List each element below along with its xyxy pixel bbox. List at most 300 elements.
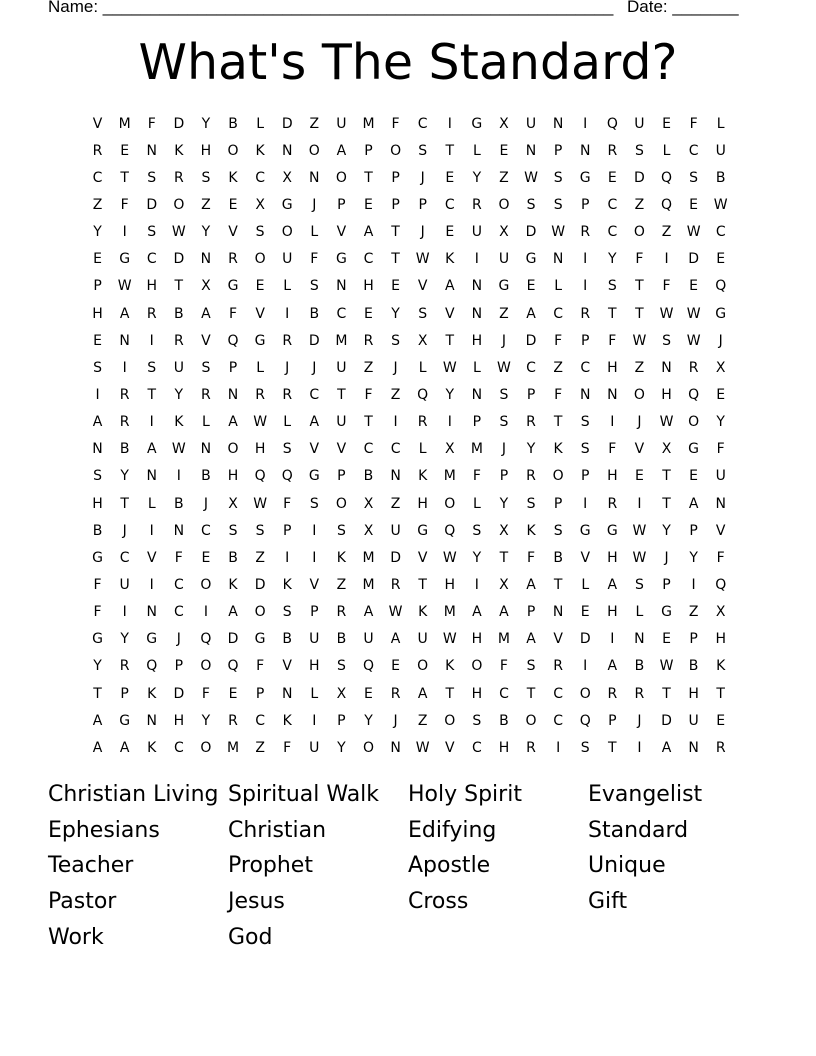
grid-cell[interactable]: V [336, 441, 347, 458]
grid-cell[interactable]: I [122, 604, 127, 621]
grid-cell[interactable]: J [664, 549, 669, 566]
grid-cell[interactable]: S [553, 196, 563, 213]
grid-cell[interactable]: U [363, 631, 374, 648]
grid-cell[interactable]: P [255, 685, 265, 702]
grid-cell[interactable]: E [201, 549, 211, 566]
grid-cell[interactable]: T [553, 414, 563, 431]
grid-cell[interactable]: L [256, 359, 265, 376]
grid-cell[interactable]: M [443, 468, 456, 485]
grid-cell[interactable]: Y [201, 712, 211, 729]
grid-cell[interactable]: P [689, 522, 698, 539]
grid-cell[interactable]: P [526, 604, 536, 621]
grid-cell[interactable]: B [119, 441, 130, 458]
grid-cell[interactable]: R [363, 332, 374, 349]
grid-cell[interactable]: P [689, 631, 698, 648]
grid-cell[interactable]: D [227, 631, 239, 648]
grid-cell[interactable]: F [147, 115, 156, 132]
grid-cell[interactable]: Y [499, 495, 509, 512]
grid-cell[interactable]: W [442, 549, 457, 566]
grid-cell[interactable]: D [254, 576, 266, 593]
grid-cell[interactable]: E [662, 115, 671, 132]
grid-cell[interactable]: A [499, 604, 509, 621]
grid-cell[interactable]: U [119, 576, 130, 593]
grid-cell[interactable]: I [447, 414, 452, 431]
grid-cell[interactable]: D [173, 115, 185, 132]
grid-cell[interactable]: G [715, 305, 727, 322]
grid-cell[interactable]: Y [716, 414, 725, 431]
grid-cell[interactable]: N [661, 359, 672, 376]
grid-cell[interactable]: A [607, 576, 618, 593]
grid-cell[interactable]: K [174, 414, 184, 431]
grid-cell[interactable]: T [526, 685, 536, 702]
grid-cell[interactable]: E [93, 251, 102, 268]
grid-cell[interactable]: O [200, 658, 212, 675]
grid-cell[interactable]: W [632, 522, 647, 539]
grid-cell[interactable]: P [581, 332, 590, 349]
grid-cell[interactable]: U [498, 251, 510, 268]
grid-cell[interactable]: A [688, 495, 699, 512]
grid-cell[interactable]: Q [281, 468, 293, 485]
grid-cell[interactable]: P [608, 712, 617, 729]
grid-cell[interactable]: U [309, 739, 320, 756]
grid-cell[interactable]: A [390, 631, 401, 648]
grid-cell[interactable]: O [688, 414, 700, 431]
grid-cell[interactable]: W [686, 305, 701, 322]
grid-cell[interactable]: C [444, 196, 455, 213]
grid-cell[interactable]: I [122, 224, 127, 241]
grid-cell[interactable]: S [336, 658, 346, 675]
grid-cell[interactable]: B [92, 522, 103, 539]
grid-cell[interactable]: B [282, 631, 292, 648]
grid-cell[interactable]: J [176, 631, 181, 648]
grid-cell[interactable]: B [336, 631, 347, 648]
grid-cell[interactable]: F [554, 332, 563, 349]
grid-cell[interactable]: C [553, 685, 564, 702]
grid-cell[interactable]: C [390, 441, 401, 458]
grid-cell[interactable]: T [635, 278, 644, 295]
grid-cell[interactable]: Z [499, 169, 509, 186]
grid-cell[interactable]: F [93, 576, 102, 593]
grid-cell[interactable]: N [715, 495, 726, 512]
grid-cell[interactable]: W [551, 224, 566, 241]
grid-cell[interactable]: Y [93, 658, 102, 675]
grid-cell[interactable]: A [146, 441, 157, 458]
grid-cell[interactable]: D [281, 115, 293, 132]
grid-cell[interactable]: S [282, 604, 292, 621]
grid-cell[interactable]: T [364, 169, 373, 186]
grid-cell[interactable]: C [607, 196, 618, 213]
grid-cell[interactable]: P [337, 196, 346, 213]
grid-cell[interactable]: E [364, 196, 373, 213]
grid-cell[interactable]: K [228, 576, 238, 593]
grid-cell[interactable]: T [635, 305, 644, 322]
grid-cell[interactable]: V [444, 739, 455, 756]
grid-cell[interactable]: U [309, 631, 320, 648]
grid-cell[interactable]: G [606, 522, 618, 539]
grid-cell[interactable]: C [526, 359, 536, 376]
grid-cell[interactable]: Q [715, 576, 727, 593]
grid-cell[interactable]: A [309, 414, 320, 431]
grid-cell[interactable]: Q [227, 658, 239, 675]
grid-cell[interactable]: F [283, 739, 292, 756]
grid-cell[interactable]: H [607, 604, 618, 621]
grid-cell[interactable]: S [147, 169, 157, 186]
grid-cell[interactable]: M [335, 332, 348, 349]
grid-cell[interactable]: P [391, 196, 400, 213]
grid-cell[interactable]: P [282, 522, 292, 539]
grid-cell[interactable]: D [579, 631, 591, 648]
grid-cell[interactable]: A [336, 142, 347, 159]
grid-cell[interactable]: R [390, 685, 401, 702]
grid-cell[interactable]: C [553, 305, 564, 322]
grid-cell[interactable]: A [526, 631, 536, 648]
grid-cell[interactable]: W [253, 495, 268, 512]
grid-cell[interactable]: V [336, 224, 347, 241]
grid-cell[interactable]: R [471, 196, 482, 213]
grid-cell[interactable]: S [147, 359, 157, 376]
grid-cell[interactable]: C [580, 359, 591, 376]
grid-cell[interactable]: N [146, 142, 157, 159]
grid-cell[interactable]: C [715, 224, 726, 241]
grid-cell[interactable]: G [308, 468, 320, 485]
grid-cell[interactable]: Q [579, 712, 591, 729]
grid-cell[interactable]: E [580, 604, 590, 621]
grid-cell[interactable]: I [176, 468, 181, 485]
grid-cell[interactable]: Z [417, 712, 428, 729]
grid-cell[interactable]: L [635, 604, 644, 621]
grid-cell[interactable]: C [688, 142, 699, 159]
grid-cell[interactable]: L [662, 142, 671, 159]
grid-cell[interactable]: V [228, 224, 238, 241]
grid-cell[interactable]: R [526, 468, 536, 485]
grid-cell[interactable]: U [715, 142, 726, 159]
grid-cell[interactable]: I [393, 414, 398, 431]
grid-cell[interactable]: J [420, 224, 425, 241]
grid-cell[interactable]: U [417, 631, 428, 648]
grid-cell[interactable]: O [525, 712, 537, 729]
grid-cell[interactable]: K [282, 712, 292, 729]
grid-cell[interactable]: I [610, 414, 615, 431]
grid-cell[interactable]: C [173, 604, 184, 621]
grid-cell[interactable]: P [174, 658, 184, 675]
grid-cell[interactable]: R [119, 414, 130, 431]
grid-cell[interactable]: D [525, 332, 537, 349]
grid-cell[interactable]: P [418, 196, 427, 213]
grid-cell[interactable]: G [281, 196, 293, 213]
grid-cell[interactable]: V [309, 441, 320, 458]
grid-cell[interactable]: X [228, 495, 238, 512]
grid-cell[interactable]: R [417, 414, 428, 431]
grid-cell[interactable]: B [228, 115, 238, 132]
grid-cell[interactable]: C [499, 685, 509, 702]
grid-cell[interactable]: L [256, 115, 265, 132]
grid-cell[interactable]: T [418, 576, 427, 593]
grid-cell[interactable]: W [388, 604, 403, 621]
grid-cell[interactable]: U [525, 115, 537, 132]
grid-cell[interactable]: T [662, 495, 671, 512]
grid-cell[interactable]: Z [634, 196, 645, 213]
grid-cell[interactable]: B [363, 468, 374, 485]
grid-cell[interactable]: R [119, 386, 130, 403]
grid-cell[interactable]: E [364, 305, 373, 322]
grid-cell[interactable]: B [715, 169, 726, 186]
grid-cell[interactable]: E [716, 712, 726, 729]
grid-cell[interactable]: J [420, 169, 425, 186]
grid-cell[interactable]: I [610, 631, 615, 648]
grid-cell[interactable]: M [226, 739, 240, 756]
grid-cell[interactable]: L [202, 414, 210, 431]
grid-cell[interactable]: A [661, 739, 672, 756]
grid-cell[interactable]: A [363, 604, 374, 621]
grid-cell[interactable]: F [608, 441, 617, 458]
grid-cell[interactable]: P [581, 468, 590, 485]
grid-cell[interactable]: Q [254, 468, 266, 485]
grid-cell[interactable]: A [201, 305, 211, 322]
grid-cell[interactable]: O [200, 576, 212, 593]
grid-cell[interactable]: R [119, 658, 130, 675]
grid-cell[interactable]: H [146, 278, 157, 295]
grid-cell[interactable]: L [283, 414, 292, 431]
grid-cell[interactable]: F [93, 604, 102, 621]
grid-cell[interactable]: O [633, 386, 645, 403]
grid-cell[interactable]: G [92, 549, 103, 566]
grid-cell[interactable]: E [499, 142, 509, 159]
grid-cell[interactable]: W [632, 332, 647, 349]
grid-cell[interactable]: B [499, 712, 509, 729]
grid-cell[interactable]: K [255, 142, 265, 159]
grid-cell[interactable]: W [117, 278, 132, 295]
grid-cell[interactable]: Z [634, 359, 645, 376]
grid-cell[interactable]: S [662, 332, 671, 349]
grid-cell[interactable]: N [471, 278, 483, 295]
grid-cell[interactable]: G [525, 251, 537, 268]
grid-cell[interactable]: K [282, 576, 292, 593]
grid-cell[interactable]: L [418, 359, 427, 376]
grid-cell[interactable]: F [716, 441, 725, 458]
grid-cell[interactable]: R [173, 169, 184, 186]
grid-cell[interactable]: W [415, 739, 430, 756]
grid-cell[interactable]: H [607, 359, 618, 376]
grid-cell[interactable]: I [556, 739, 561, 756]
grid-cell[interactable]: R [688, 359, 699, 376]
grid-cell[interactable]: U [634, 115, 645, 132]
grid-cell[interactable]: O [362, 739, 374, 756]
grid-cell[interactable]: T [147, 386, 157, 403]
grid-cell[interactable]: X [363, 522, 374, 539]
grid-cell[interactable]: S [607, 278, 617, 295]
grid-cell[interactable]: B [228, 549, 238, 566]
grid-cell[interactable]: S [580, 441, 590, 458]
grid-cell[interactable]: G [227, 278, 239, 295]
grid-cell[interactable]: W [171, 224, 186, 241]
grid-cell[interactable]: J [203, 495, 208, 512]
grid-cell[interactable]: I [285, 549, 290, 566]
grid-cell[interactable]: T [93, 685, 102, 702]
grid-cell[interactable]: Q [200, 631, 212, 648]
grid-cell[interactable]: F [527, 549, 536, 566]
grid-cell[interactable]: R [228, 251, 238, 268]
grid-cell[interactable]: W [632, 549, 647, 566]
grid-cell[interactable]: M [443, 604, 456, 621]
grid-cell[interactable]: R [201, 386, 211, 403]
grid-cell[interactable]: E [364, 685, 373, 702]
grid-cell[interactable]: S [201, 169, 211, 186]
grid-cell[interactable]: S [309, 495, 319, 512]
grid-cell[interactable]: P [337, 468, 346, 485]
grid-cell[interactable]: I [149, 414, 154, 431]
grid-cell[interactable]: U [173, 359, 184, 376]
grid-cell[interactable]: H [688, 685, 699, 702]
grid-cell[interactable]: O [335, 169, 347, 186]
grid-cell[interactable]: T [391, 224, 400, 241]
grid-cell[interactable]: V [92, 115, 103, 132]
grid-cell[interactable]: B [553, 549, 563, 566]
grid-cell[interactable]: K [553, 441, 563, 458]
grid-cell[interactable]: S [526, 495, 536, 512]
grid-cell[interactable]: E [716, 251, 726, 268]
grid-cell[interactable]: Y [120, 468, 129, 485]
grid-cell[interactable]: O [308, 142, 320, 159]
grid-cell[interactable]: V [634, 441, 645, 458]
grid-cell[interactable]: R [282, 386, 293, 403]
grid-cell[interactable]: V [417, 278, 428, 295]
grid-cell[interactable]: I [474, 576, 479, 593]
grid-cell[interactable]: T [120, 495, 129, 512]
grid-cell[interactable]: A [472, 604, 482, 621]
grid-cell[interactable]: Z [688, 604, 699, 621]
grid-cell[interactable]: L [147, 495, 156, 512]
grid-cell[interactable]: Y [445, 386, 455, 403]
grid-cell[interactable]: I [637, 739, 642, 756]
grid-cell[interactable]: V [580, 549, 591, 566]
grid-cell[interactable]: F [256, 658, 265, 675]
grid-cell[interactable]: N [227, 386, 239, 403]
grid-cell[interactable]: Q [146, 658, 158, 675]
grid-cell[interactable]: Y [201, 224, 211, 241]
grid-cell[interactable]: C [607, 224, 618, 241]
grid-cell[interactable]: C [201, 522, 211, 539]
grid-cell[interactable]: N [688, 739, 699, 756]
grid-cell[interactable]: O [390, 142, 402, 159]
grid-cell[interactable]: Q [661, 169, 673, 186]
grid-cell[interactable]: G [579, 169, 591, 186]
grid-cell[interactable]: G [119, 251, 131, 268]
grid-cell[interactable]: R [282, 332, 293, 349]
grid-cell[interactable]: O [579, 685, 591, 702]
grid-cell[interactable]: T [662, 685, 671, 702]
grid-cell[interactable]: I [149, 522, 154, 539]
grid-cell[interactable]: N [200, 251, 212, 268]
grid-cell[interactable]: F [716, 549, 725, 566]
grid-cell[interactable]: D [688, 251, 699, 268]
grid-cell[interactable]: S [282, 441, 292, 458]
grid-cell[interactable]: M [118, 115, 131, 132]
grid-cell[interactable]: O [417, 658, 429, 675]
grid-cell[interactable]: S [201, 359, 211, 376]
grid-cell[interactable]: C [173, 739, 184, 756]
grid-cell[interactable]: S [255, 224, 265, 241]
grid-cell[interactable]: W [686, 332, 701, 349]
grid-cell[interactable]: K [526, 522, 536, 539]
grid-cell[interactable]: Y [201, 115, 211, 132]
grid-cell[interactable]: D [308, 332, 320, 349]
grid-cell[interactable]: T [445, 142, 455, 159]
grid-cell[interactable]: O [498, 196, 510, 213]
grid-cell[interactable]: V [715, 522, 726, 539]
grid-cell[interactable]: D [390, 549, 401, 566]
grid-cell[interactable]: N [146, 712, 157, 729]
grid-cell[interactable]: S [580, 414, 590, 431]
grid-cell[interactable]: L [472, 142, 481, 159]
grid-cell[interactable]: U [336, 359, 347, 376]
grid-cell[interactable]: M [470, 441, 483, 458]
grid-cell[interactable]: S [418, 305, 428, 322]
grid-cell[interactable]: X [715, 604, 726, 621]
grid-cell[interactable]: R [390, 576, 401, 593]
grid-cell[interactable]: I [583, 278, 588, 295]
grid-cell[interactable]: R [607, 685, 618, 702]
grid-cell[interactable]: V [201, 332, 211, 349]
grid-cell[interactable]: F [472, 468, 481, 485]
grid-cell[interactable]: T [120, 169, 129, 186]
grid-cell[interactable]: K [716, 658, 726, 675]
grid-cell[interactable]: P [120, 685, 129, 702]
grid-cell[interactable]: F [283, 495, 292, 512]
grid-cell[interactable]: N [336, 278, 347, 295]
grid-cell[interactable]: E [445, 224, 455, 241]
grid-cell[interactable]: P [553, 495, 563, 512]
grid-cell[interactable]: H [471, 685, 483, 702]
grid-cell[interactable]: I [312, 549, 317, 566]
grid-cell[interactable]: V [417, 549, 428, 566]
grid-cell[interactable]: W [442, 359, 457, 376]
grid-cell[interactable]: S [526, 658, 536, 675]
grid-cell[interactable]: Z [255, 739, 265, 756]
grid-cell[interactable]: F [310, 251, 319, 268]
grid-cell[interactable]: N [119, 332, 130, 349]
grid-cell[interactable]: F [364, 386, 373, 403]
grid-cell[interactable]: P [228, 359, 238, 376]
grid-cell[interactable]: E [120, 142, 130, 159]
grid-cell[interactable]: I [583, 251, 588, 268]
grid-cell[interactable]: Y [337, 739, 346, 756]
grid-cell[interactable]: K [147, 739, 157, 756]
grid-cell[interactable]: S [147, 224, 157, 241]
grid-cell[interactable]: Z [499, 305, 509, 322]
grid-cell[interactable]: C [255, 712, 265, 729]
grid-cell[interactable]: I [149, 576, 154, 593]
grid-cell[interactable]: I [203, 604, 208, 621]
grid-cell[interactable]: H [444, 576, 456, 593]
grid-cell[interactable]: J [393, 712, 398, 729]
grid-cell[interactable]: A [228, 414, 238, 431]
grid-cell[interactable]: W [659, 305, 674, 322]
grid-cell[interactable]: W [713, 196, 728, 213]
grid-cell[interactable]: W [253, 414, 268, 431]
grid-cell[interactable]: B [309, 305, 320, 322]
grid-cell[interactable]: H [363, 278, 374, 295]
grid-cell[interactable]: W [497, 359, 511, 376]
grid-cell[interactable]: G [579, 522, 591, 539]
grid-cell[interactable]: R [607, 495, 618, 512]
grid-cell[interactable]: A [526, 576, 536, 593]
grid-cell[interactable]: C [309, 386, 320, 403]
grid-cell[interactable]: O [173, 196, 185, 213]
grid-cell[interactable]: P [93, 278, 102, 295]
grid-cell[interactable]: N [281, 142, 293, 159]
grid-cell[interactable]: X [499, 576, 509, 593]
grid-cell[interactable]: U [336, 115, 347, 132]
